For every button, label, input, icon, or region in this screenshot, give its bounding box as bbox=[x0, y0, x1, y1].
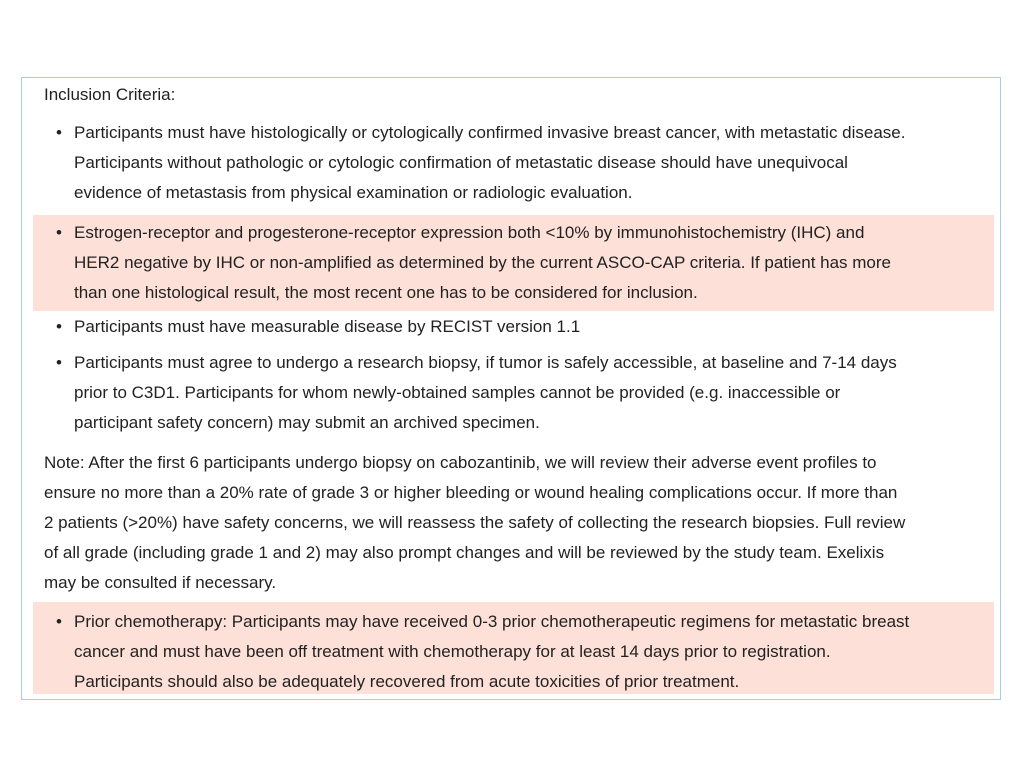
item-line: Participants must have histologically or cytologically confirmed invasive breast cancer, with metastatic disease. bbox=[74, 123, 906, 142]
item-line: evidence of metastasis from physical examination or radiologic evaluation. bbox=[74, 183, 633, 202]
item-line: Participants should also be adequately recovered from acute toxicities of prior treatment. bbox=[74, 672, 740, 691]
bullet-icon: • bbox=[56, 317, 62, 336]
item-line: prior to C3D1. Participants for whom newly-obtained samples cannot be provided (e.g. inaccessible or bbox=[74, 383, 841, 402]
bullet-icon: • bbox=[56, 353, 62, 372]
item-line: participant safety concern) may submit an archived specimen. bbox=[74, 413, 540, 432]
item-line: Estrogen-receptor and progesterone-receptor expression both <10% by immunohistochemistry (IHC) and bbox=[74, 223, 865, 242]
item-line: cancer and must have been off treatment with chemotherapy for at least 14 days prior to registration. bbox=[74, 642, 831, 661]
inclusion-criteria-heading: Inclusion Criteria: bbox=[44, 85, 176, 104]
note-line: ensure no more than a 20% rate of grade 3 or higher bleeding or wound healing complications occur. If more than bbox=[44, 483, 898, 502]
criteria-list-item bbox=[33, 348, 994, 438]
bullet-icon: • bbox=[56, 123, 62, 142]
prior-chemotherapy-item-highlighted bbox=[33, 602, 994, 694]
note-line: 2 patients (>20%) have safety concerns, we will reassess the safety of collecting the research biopsies. Full review bbox=[44, 513, 906, 532]
criteria-panel bbox=[21, 77, 1001, 700]
item-line: Participants must have measurable disease by RECIST version 1.1 bbox=[74, 317, 581, 336]
biopsy-note-paragraph bbox=[44, 448, 905, 598]
bullet-icon: • bbox=[56, 612, 62, 631]
criteria-list-item bbox=[33, 118, 994, 208]
criteria-list-item-highlighted bbox=[33, 215, 994, 311]
note-line: may be consulted if necessary. bbox=[44, 573, 277, 592]
criteria-list-item bbox=[33, 312, 994, 342]
note-line: Note: After the first 6 participants undergo biopsy on cabozantinib, we will review their adverse event profiles to bbox=[44, 453, 877, 472]
item-line: Participants must agree to undergo a research biopsy, if tumor is safely accessible, at baseline and 7-14 days bbox=[74, 353, 897, 372]
item-line: Participants without pathologic or cytologic confirmation of metastatic disease should have unequivocal bbox=[74, 153, 848, 172]
note-line: of all grade (including grade 1 and 2) may also prompt changes and will be reviewed by the study team. Exelixis bbox=[44, 543, 885, 562]
item-line: Prior chemotherapy: Participants may have received 0-3 prior chemotherapeutic regimens for metastatic breast bbox=[74, 612, 910, 631]
item-line: than one histological result, the most recent one has to be considered for inclusion. bbox=[74, 283, 698, 302]
item-line: HER2 negative by IHC or non-amplified as determined by the current ASCO-CAP criteria. If patient has more bbox=[74, 253, 892, 272]
bullet-icon: • bbox=[56, 223, 62, 242]
